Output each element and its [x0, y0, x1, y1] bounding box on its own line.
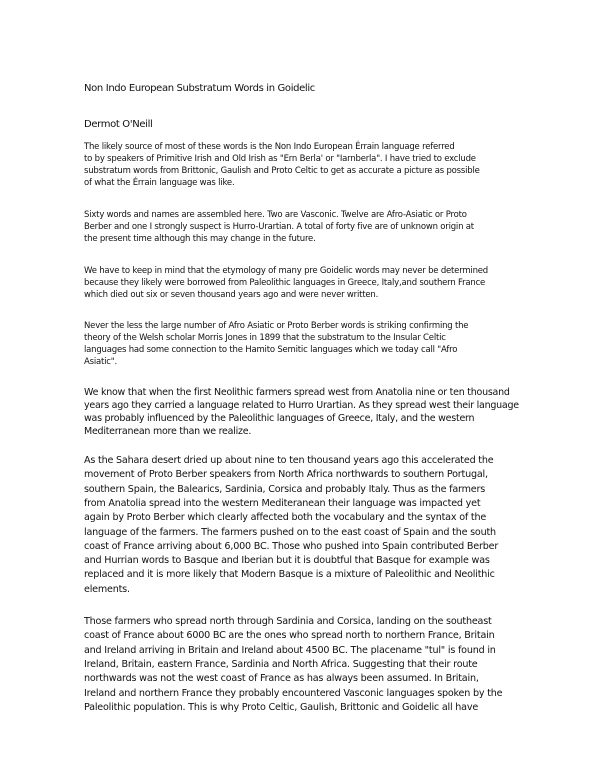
- paragraph-7-line: northwards was not the west coast of France as has always been assumed. In Britain,: [84, 673, 479, 685]
- paragraph-6-line: elements.: [84, 583, 130, 595]
- paragraph-6-line: and Hurrian words to Basque and Iberian but it is doubtful that Basque for example was: [84, 555, 490, 567]
- paragraph-6-line: from Anatolia spread into the western Mediteranean their language was impacted yet: [84, 497, 481, 509]
- paragraph-6-line: language of the farmers. The farmers pushed on to the east coast of Spain and the south: [84, 526, 496, 538]
- paragraph-3-line: We have to keep in mind that the etymology of many pre Goidelic words may never be determined: [84, 266, 489, 276]
- paragraph-1-line: to by speakers of Primitive Irish and Old Irish as "Ern Berla' or "Iarnberla". I have tried to exclude: [84, 153, 476, 164]
- paragraph-1-line: substratum words from Brittonic, Gaulish and Proto Celtic to get as accurate a picture as possible: [84, 165, 480, 176]
- paragraph-5-line: Mediterranean more than we realize.: [84, 425, 252, 437]
- paragraph-3-line: which died out six or seven thousand years ago and were never written.: [84, 289, 379, 300]
- paragraph-6-line: replaced and it is more likely that Modern Basque is a mixture of Paleolithic and Neolithic: [84, 569, 495, 581]
- paragraph-2-line: Berber and one I strongly suspect is Hurro-Urartian. A total of forty five are of unknown origin at: [84, 221, 474, 232]
- paragraph-7-line: Ireland, Britain, eastern France, Sardinia and North Africa. Suggesting that their route: [84, 658, 478, 670]
- paragraph-5-line: was probably influenced by the Paleolithic languages of Greece, Italy, and the western: [84, 412, 475, 424]
- paragraph-6-line: again by Proto Berber which clearly affected both the vocabulary and the syntax of the: [84, 512, 487, 524]
- paragraph-7-line: and Ireland arriving in Britain and Ireland about 4500 BC. The placename "tul" is found in: [84, 644, 496, 656]
- paragraph-2-line: Sixty words and names are assembled here. Two are Vasconic. Twelve are Afro-Asiatic or Proto: [84, 210, 467, 220]
- paragraph-7-line: Ireland and northern France they probably encountered Vasconic languages spoken by the: [84, 687, 503, 699]
- paragraph-7-line: Those farmers who spread north through Sardinia and Corsica, landing on the southeast: [84, 616, 492, 627]
- paragraph-4-line: Never the less the large number of Afro Asiatic or Proto Berber words is striking confirming the: [84, 321, 469, 331]
- paragraph-5-line: years ago they carried a language related to Hurro Urartian. As they spread west their language: [84, 399, 519, 411]
- document-author: Dermot O'Neill: [84, 119, 153, 130]
- paragraph-6-line: southern Spain, the Balearics, Sardinia, Corsica and probably Italy. Thus as the farmers: [84, 483, 485, 495]
- paragraph-6-line: As the Sahara desert dried up about nine to ten thousand years ago this accelerated the: [84, 455, 494, 466]
- paragraph-1-line: of what the Érrain language was like.: [84, 177, 235, 188]
- paragraph-4-line: Asiatic".: [84, 356, 117, 367]
- paragraph-6-line: coast of France arriving about 6,000 BC. Those who pushed into Spain contributed Berber: [84, 540, 499, 552]
- paragraph-7-line: Paleolithic population. This is why Proto Celtic, Gaulish, Brittonic and Goidelic all have: [84, 701, 479, 713]
- paragraph-3-line: because they likely were borrowed from Paleolithic languages in Greece, Italy,and southern France: [84, 277, 486, 288]
- paragraph-5-line: We know that when the first Neolithic farmers spread west from Anatolia nine or ten thousand: [84, 387, 510, 398]
- paragraph-6-line: movement of Proto Berber speakers from North Africa northwards to southern Portugal,: [84, 469, 488, 481]
- paragraph-4-line: theory of the Welsh scholar Morris Jones in 1899 that the substratum to the Insular Celtic: [84, 332, 446, 343]
- document-title: Non Indo European Substratum Words in Goidelic: [84, 83, 315, 94]
- paragraph-1-line: The likely source of most of these words is the Non Indo European Érrain language referred: [84, 142, 455, 152]
- paragraph-4-line: languages had some connection to the Hamito Semitic languages which we today call "Afro: [84, 344, 458, 355]
- paragraph-2-line: the present time although this may change in the future.: [84, 233, 316, 244]
- paragraph-7-line: coast of France about 6000 BC are the ones who spread north to northern France, Britain: [84, 630, 495, 642]
